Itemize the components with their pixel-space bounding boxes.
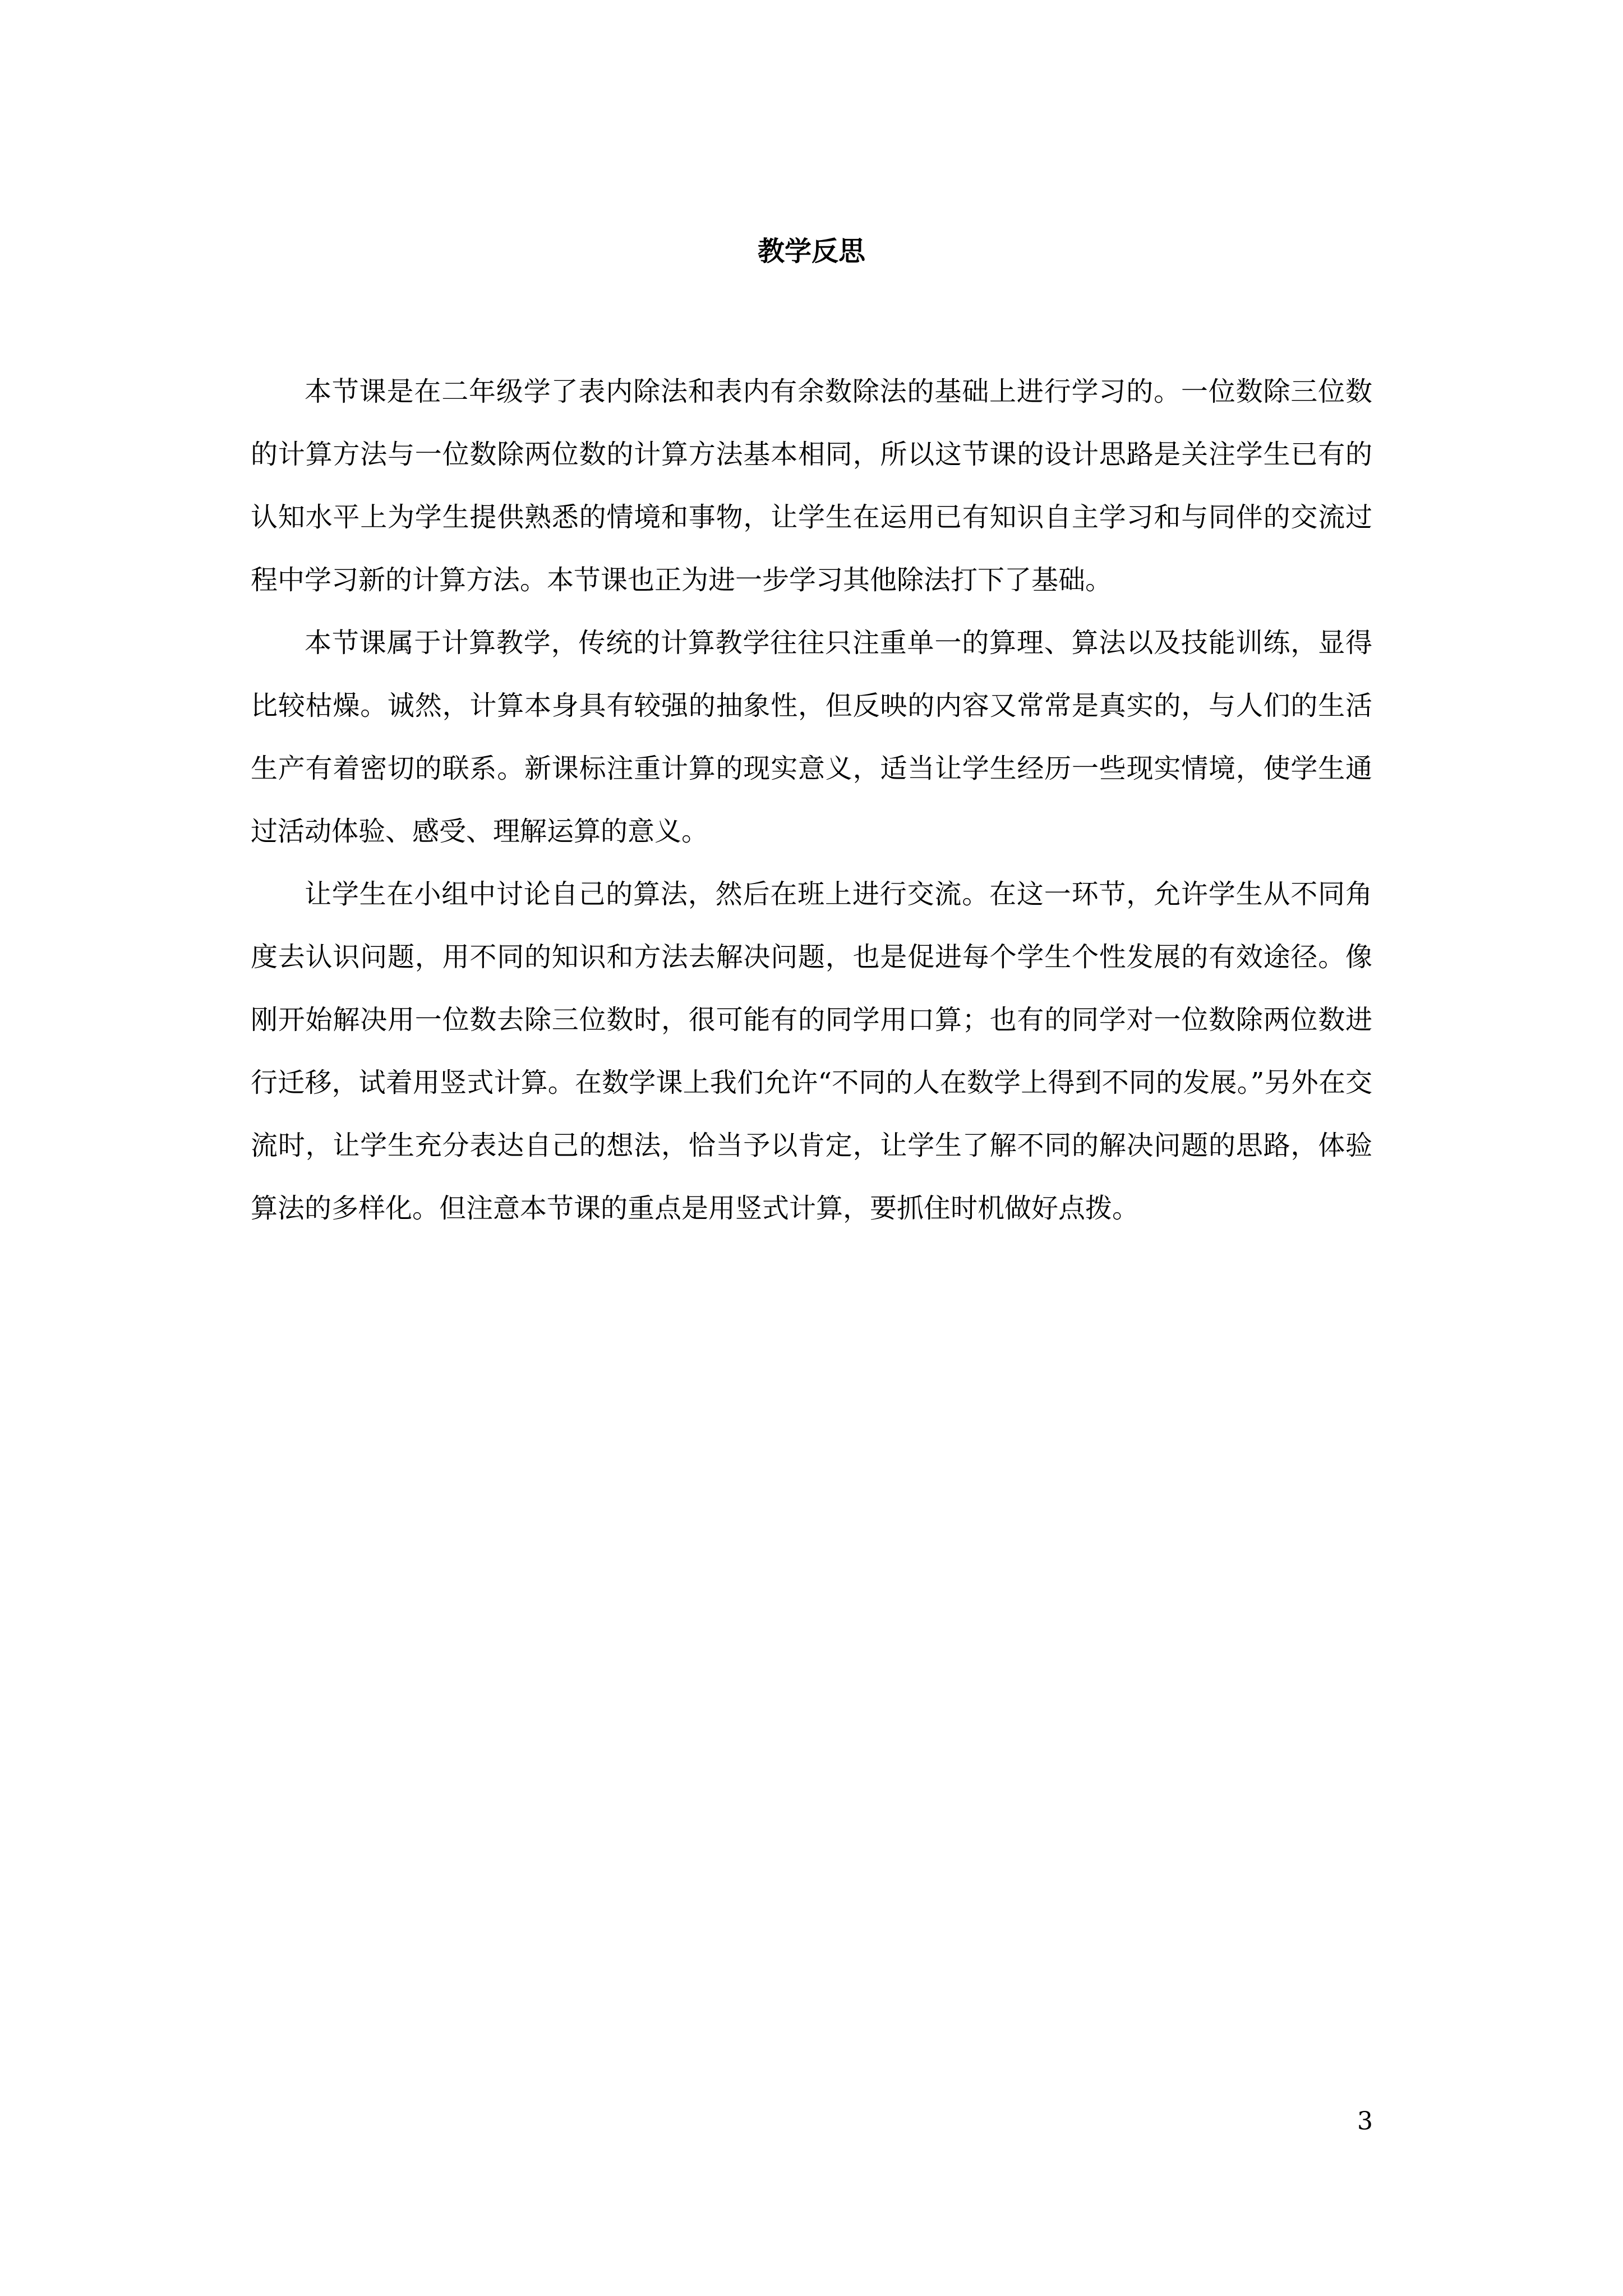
body-text: [251, 360, 1372, 1240]
paragraph-3: 让学生在小组中讨论自己的算法，然后在班上进行交流。在这一环节，允许学生从不同角度去认识问题，用不同的知识和方法去解决问题，也是促进每个学生个性发展的有效途径。像刚开始解决用一位数去除三位数时，很可能有的同学用口算；也有的同学对一位数除两位数进行迁移，试着用竖式计算。在数学课上我们允许“不同的人在数学上得到不同的发展。”另外在交流时，让学生充分表达自己的想法，恰当予以肯定，让学生了解不同的解决问题的思路，体验算法的多样化。但注意本节课的重点是用竖式计算，要抓住时机做好点拨。: [251, 878, 1372, 1224]
paragraph-1: 本节课是在二年级学了表内除法和表内有余数除法的基础上进行学习的。一位数除三位数的计算方法与一位数除两位数的计算方法基本相同，所以这节课的设计思路是关注学生已有的认知水平上为学生提供熟悉的情境和事物，让学生在运用已有知识自主学习和与同伴的交流过程中学习新的计算方法。本节课也正为进一步学习其他除法打下了基础。: [251, 376, 1372, 596]
page-number: 3: [1357, 2107, 1373, 2136]
paragraph-2: 本节课属于计算教学，传统的计算教学往往只注重单一的算理、算法以及技能训练，显得比较枯燥。诚然，计算本身具有较强的抽象性，但反映的内容又常常是真实的，与人们的生活生产有着密切的联系。新课标注重计算的现实意义，适当让学生经历一些现实情境，使学生通过活动体验、感受、理解运算的意义。: [251, 627, 1372, 847]
page-title: 教学反思: [757, 236, 865, 267]
